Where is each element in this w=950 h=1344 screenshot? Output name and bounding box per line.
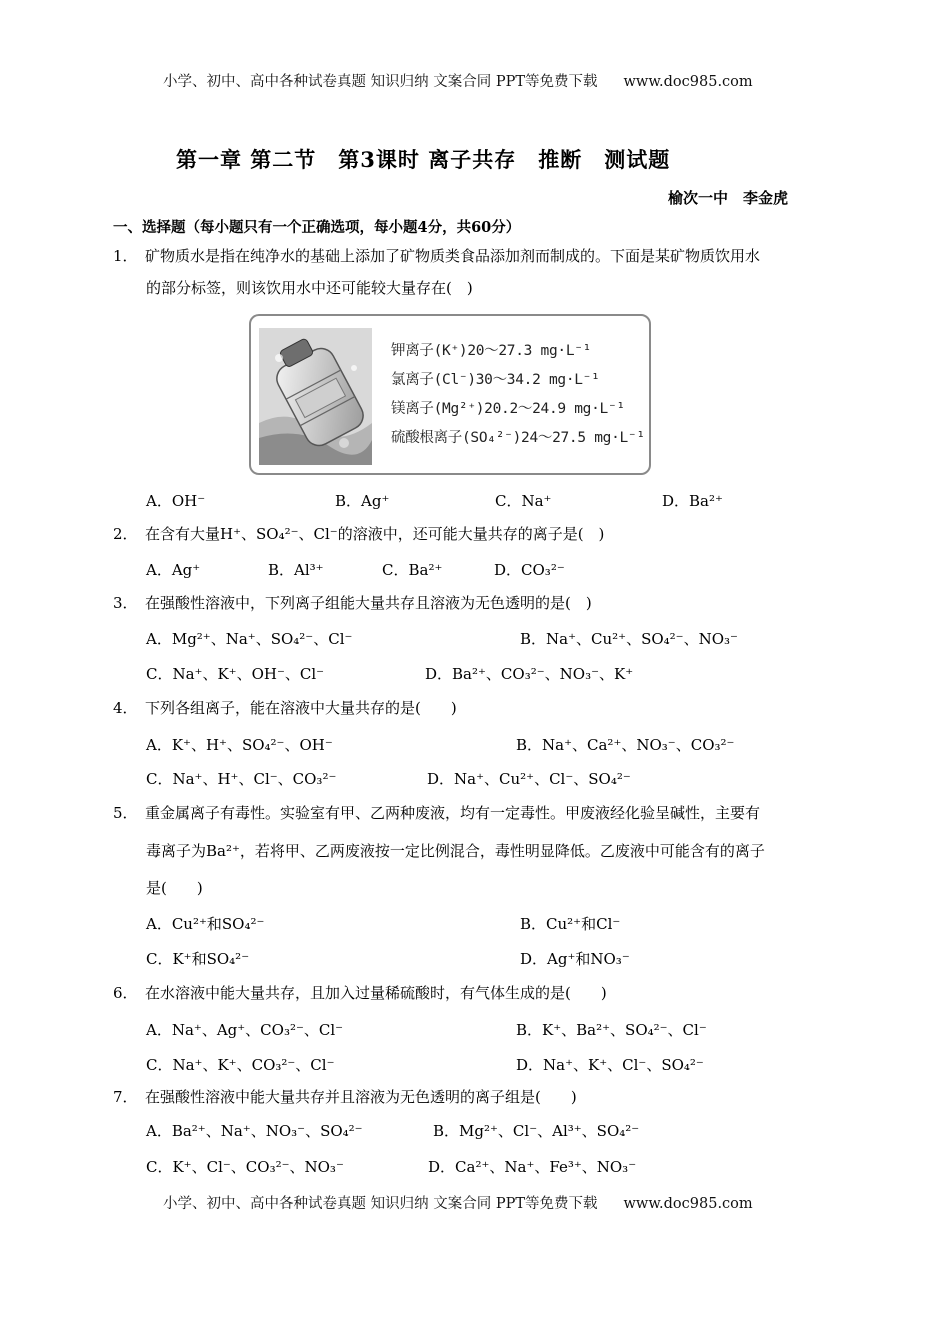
- label-line-magnesium: 镁离子(Mg²⁺)20.2～24.9 mg·L⁻¹: [391, 401, 625, 417]
- question-stem: 在强酸性溶液中能大量共存并且溶液为无色透明的离子组是( ): [145, 1088, 577, 1106]
- label-line-chloride: 氯离子(Cl⁻)30～34.2 mg·L⁻¹: [391, 372, 600, 388]
- question-stem: 重金属离子有毒性。实验室有甲、乙两种废液，均有一定毒性。甲废液经化验呈碱性，主要有: [145, 804, 761, 822]
- header-text: 小学、初中、高中各种试卷真题 知识归纳 文案合同 PPT等免费下载: [163, 74, 598, 90]
- question-number: 2．: [113, 525, 138, 543]
- question-1: [113, 246, 760, 266]
- page-footer: [163, 1192, 753, 1213]
- q5-option-c[interactable]: C．K⁺和SO₄²⁻: [146, 950, 250, 968]
- question-stem: 下列各组离子，能在溶液中大量共存的是( ): [145, 699, 457, 717]
- question-4: [113, 698, 457, 718]
- q7-option-a[interactable]: A．Ba²⁺、Na⁺、NO₃⁻、SO₄²⁻: [146, 1122, 363, 1140]
- q4-option-a[interactable]: A．K⁺、H⁺、SO₄²⁻、OH⁻: [146, 736, 333, 754]
- question-5-line3: 是( ): [146, 879, 203, 897]
- q1-option-d[interactable]: D．Ba²⁺: [662, 492, 723, 510]
- q1-option-a[interactable]: A．OH⁻: [146, 492, 206, 510]
- q4-option-d[interactable]: D．Na⁺、Cu²⁺、Cl⁻、SO₄²⁻: [427, 770, 631, 788]
- question-5-line2: 毒离子为Ba²⁺，若将甲、乙两废液按一定比例混合，毒性明显降低。乙废液中可能含有的离子: [146, 842, 765, 860]
- q3-option-d[interactable]: D．Ba²⁺、CO₃²⁻、NO₃⁻、K⁺: [425, 665, 634, 683]
- question-stem: 在强酸性溶液中，下列离子组能大量共存且溶液为无色透明的是( ): [145, 594, 592, 612]
- author: 榆次一中 李金虎: [668, 189, 789, 207]
- question-stem: 在含有大量H⁺、SO₄²⁻、Cl⁻的溶液中，还可能大量共存的离子是( ): [145, 525, 605, 543]
- q5-option-a[interactable]: A．Cu²⁺和SO₄²⁻: [146, 915, 265, 933]
- q3-option-c[interactable]: C．Na⁺、K⁺、OH⁻、Cl⁻: [146, 665, 325, 683]
- q6-option-d[interactable]: D．Na⁺、K⁺、Cl⁻、SO₄²⁻: [516, 1056, 704, 1074]
- question-5: [113, 803, 760, 823]
- section-heading: 一、选择题（每小题只有一个正确选项，每小题4分，共60分）: [113, 219, 521, 236]
- question-number: 3．: [113, 594, 138, 612]
- question-7: [113, 1087, 577, 1107]
- label-line-potassium: 钾离子(K⁺)20～27.3 mg·L⁻¹: [391, 343, 592, 359]
- q2-option-c[interactable]: C．Ba²⁺: [382, 561, 443, 579]
- question-number: 7．: [113, 1088, 138, 1106]
- q5-option-b[interactable]: B．Cu²⁺和Cl⁻: [520, 915, 621, 933]
- q6-option-a[interactable]: A．Na⁺、Ag⁺、CO₃²⁻、Cl⁻: [146, 1021, 344, 1039]
- q1-option-b[interactable]: B．Ag⁺: [335, 492, 390, 510]
- mineral-water-label: [249, 314, 651, 475]
- q2-option-b[interactable]: B．Al³⁺: [268, 561, 324, 579]
- question-6: [113, 983, 607, 1003]
- q7-option-b[interactable]: B．Mg²⁺、Cl⁻、Al³⁺、SO₄²⁻: [433, 1122, 640, 1140]
- question-stem: 矿物质水是指在纯净水的基础上添加了矿物质类食品添加剂而制成的。下面是某矿物质饮用水: [145, 247, 761, 265]
- q6-option-b[interactable]: B．K⁺、Ba²⁺、SO₄²⁻、Cl⁻: [516, 1021, 707, 1039]
- label-line-sulfate: 硫酸根离子(SO₄²⁻)24～27.5 mg·L⁻¹: [391, 430, 645, 446]
- water-bottle-image: [259, 328, 372, 465]
- q6-option-c[interactable]: C．Na⁺、K⁺、CO₃²⁻、Cl⁻: [146, 1056, 335, 1074]
- q1-option-c[interactable]: C．Na⁺: [495, 492, 552, 510]
- q2-option-a[interactable]: A．Ag⁺: [146, 561, 201, 579]
- page-title: 第一章 第二节 第3课时 离子共存 推断 测试题: [176, 147, 671, 172]
- q4-option-b[interactable]: B．Na⁺、Ca²⁺、NO₃⁻、CO₃²⁻: [516, 736, 735, 754]
- header-url[interactable]: www.doc985.com: [623, 74, 753, 90]
- question-3: [113, 593, 592, 613]
- question-1-line2: 的部分标签，则该饮用水中还可能较大量存在( ): [146, 279, 473, 297]
- q7-option-c[interactable]: C．K⁺、Cl⁻、CO₃²⁻、NO₃⁻: [146, 1158, 344, 1176]
- q7-option-d[interactable]: D．Ca²⁺、Na⁺、Fe³⁺、NO₃⁻: [428, 1158, 637, 1176]
- footer-url[interactable]: www.doc985.com: [623, 1196, 753, 1212]
- q5-option-d[interactable]: D．Ag⁺和NO₃⁻: [520, 950, 630, 968]
- question-stem: 在水溶液中能大量共存，且加入过量稀硫酸时，有气体生成的是( ): [145, 984, 607, 1002]
- question-number: 4．: [113, 699, 138, 717]
- q2-option-d[interactable]: D．CO₃²⁻: [494, 561, 565, 579]
- footer-text: 小学、初中、高中各种试卷真题 知识归纳 文案合同 PPT等免费下载: [163, 1196, 598, 1212]
- question-number: 5．: [113, 804, 138, 822]
- page-header: [163, 70, 753, 91]
- q3-option-a[interactable]: A．Mg²⁺、Na⁺、SO₄²⁻、Cl⁻: [146, 630, 353, 648]
- q4-option-c[interactable]: C．Na⁺、H⁺、Cl⁻、CO₃²⁻: [146, 770, 337, 788]
- q3-option-b[interactable]: B．Na⁺、Cu²⁺、SO₄²⁻、NO₃⁻: [520, 630, 738, 648]
- question-number: 6．: [113, 984, 138, 1002]
- question-2: [113, 524, 604, 544]
- question-number: 1．: [113, 247, 138, 265]
